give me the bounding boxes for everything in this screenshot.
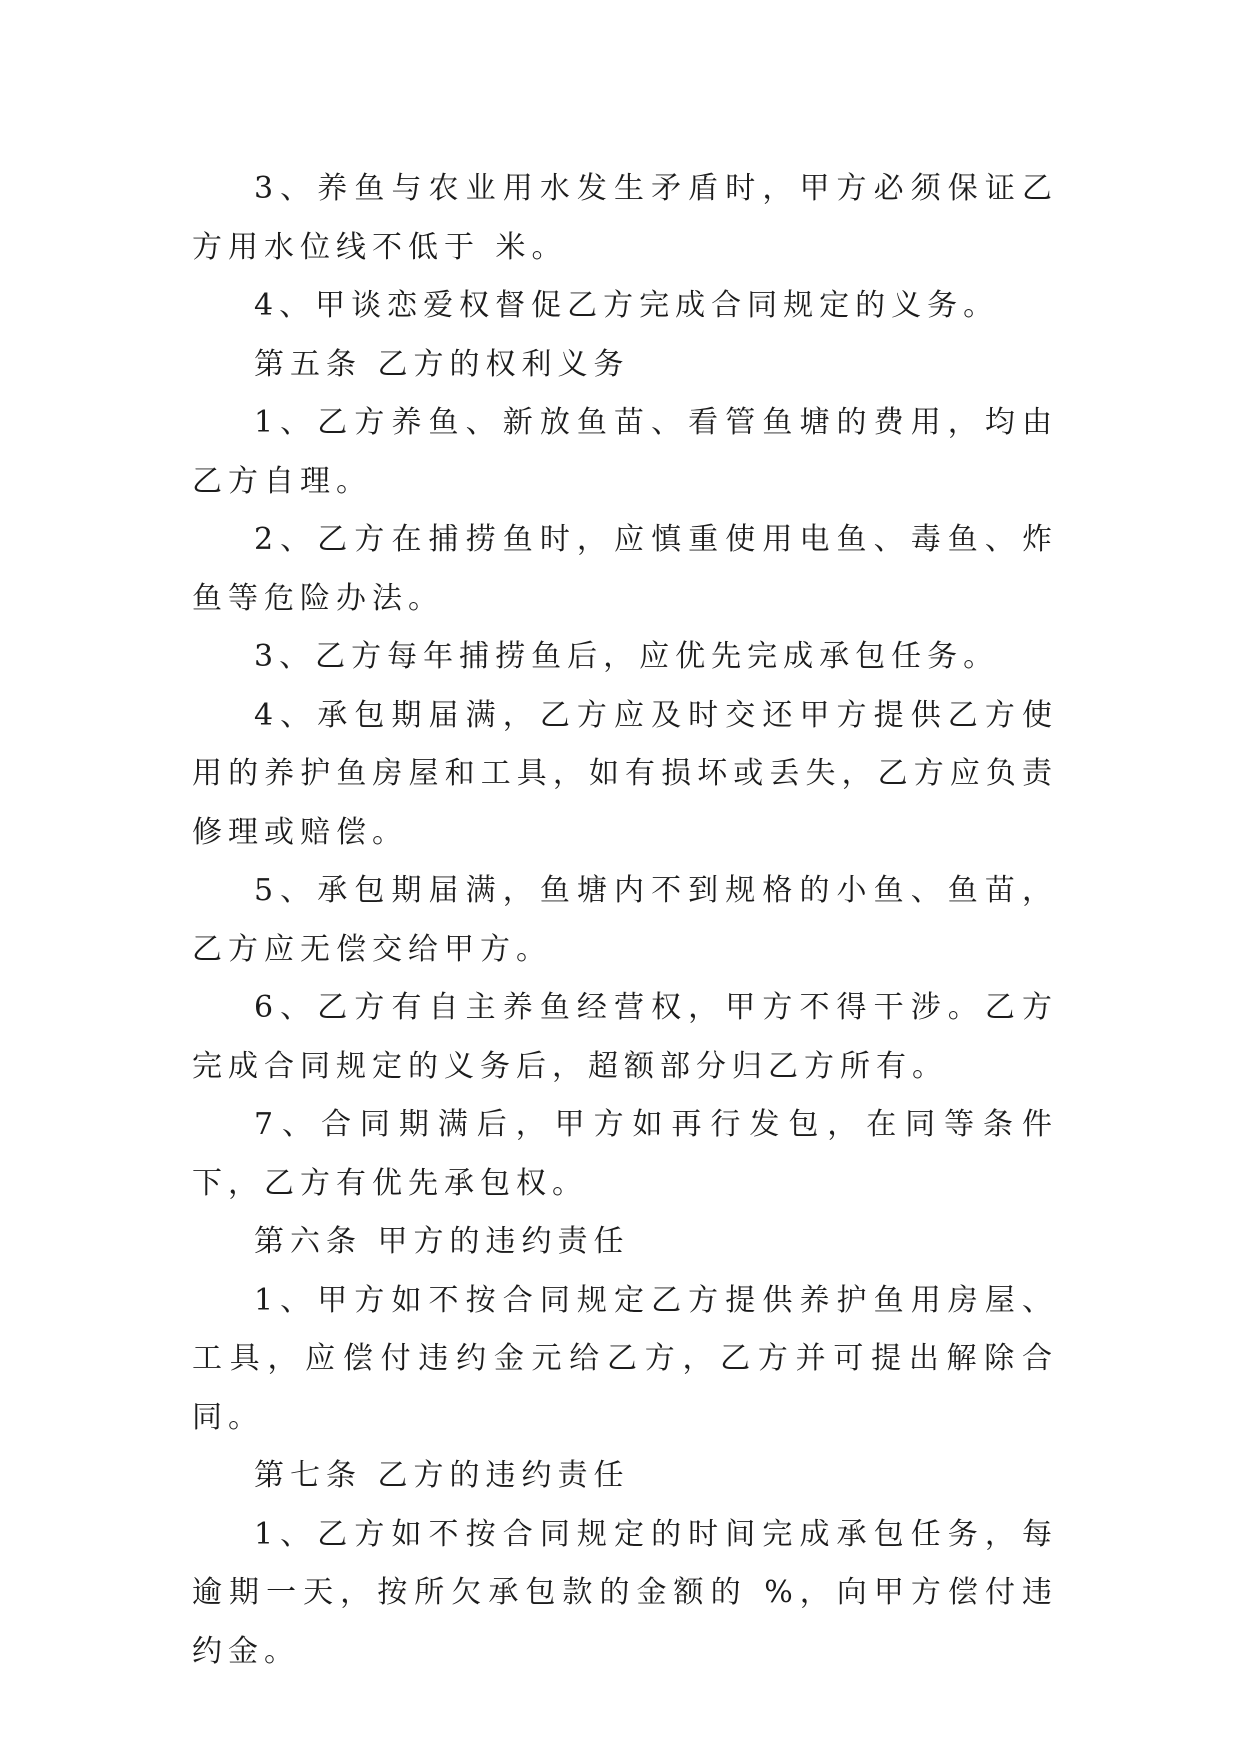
paragraph-return-property: 4、承包期届满，乙方应及时交还甲方提供乙方使用的养护鱼房屋和工具，如有损坏或丢失，乙方应负责修理或赔偿。 <box>192 697 1058 850</box>
paragraph-supervise-obligations: 4、甲谈恋爱权督促乙方完成合同规定的义务。 <box>254 288 1000 323</box>
paragraph-self-managed-costs: 1、乙方养鱼、新放鱼苗、看管鱼塘的费用，均由乙方自理。 <box>192 405 1058 499</box>
paragraph-dangerous-methods: 2、乙方在捕捞鱼时，应慎重使用电鱼、毒鱼、炸鱼等危险办法。 <box>192 522 1058 616</box>
paragraph-party-b-penalty: 1、乙方如不按合同规定的时间完成承包任务，每逾期一天，按所欠承包款的金额的 %，向甲方偿付违约金。 <box>192 1516 1058 1669</box>
paragraph-priority-task: 3、乙方每年捕捞鱼后，应优先完成承包任务。 <box>254 639 1000 674</box>
paragraph-party-a-penalty: 1、甲方如不按合同规定乙方提供养护鱼用房屋、工具，应偿付违约金元给乙方，乙方并可提出解除合同。 <box>192 1282 1058 1435</box>
article-6-heading: 第六条 甲方的违约责任 <box>254 1224 630 1259</box>
paragraph-water-level: 3、养鱼与农业用水发生矛盾时，甲方必须保证乙方用水位线不低于 米。 <box>192 171 1058 265</box>
article-7-heading: 第七条 乙方的违约责任 <box>254 1458 630 1493</box>
paragraph-return-small-fish: 5、承包期届满，鱼塘内不到规格的小鱼、鱼苗，乙方应无偿交给甲方。 <box>192 873 1058 967</box>
paragraph-operating-right: 6、乙方有自主养鱼经营权，甲方不得干涉。乙方完成合同规定的义务后，超额部分归乙方所有。 <box>192 990 1058 1084</box>
paragraph-priority-contract: 7、合同期满后，甲方如再行发包，在同等条件下，乙方有优先承包权。 <box>192 1107 1058 1201</box>
article-5-heading: 第五条 乙方的权利义务 <box>254 346 630 382</box>
document-body <box>192 160 1058 1681</box>
